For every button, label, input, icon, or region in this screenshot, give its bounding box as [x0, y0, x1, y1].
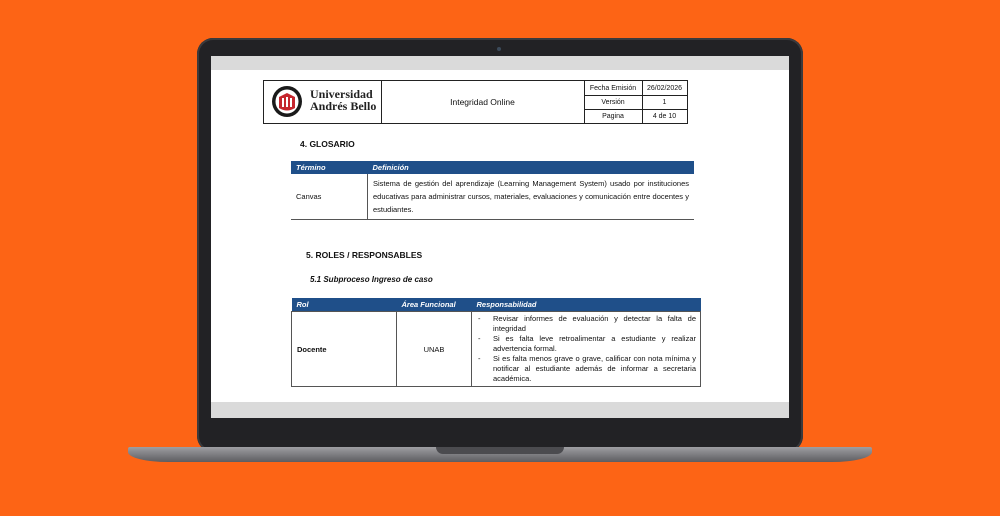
- column-header: Término: [291, 161, 368, 174]
- glossary-definition: Sistema de gestión del aprendizaje (Learning Management System) usado por instituciones educativas para administrar cursos, materiales, evaluaciones y comunicación entre docentes y estudiantes.: [373, 179, 689, 214]
- table-header-row: [292, 298, 701, 312]
- university-logo-text: Universidad Andrés Bello: [310, 87, 377, 113]
- meta-row-page: [584, 109, 687, 123]
- column-header: Responsabilidad: [472, 298, 701, 312]
- logo-cell: [264, 81, 382, 123]
- list-item: - Revisar informes de evaluación y detectar la falta de integridad: [476, 314, 696, 334]
- meta-value: 26/02/2026: [646, 84, 683, 92]
- document-title: Integridad Online: [381, 81, 585, 123]
- subsection-title: 5.1 Subproceso Ingreso de caso: [310, 275, 433, 284]
- meta-label: Versión: [584, 95, 643, 109]
- document-meta: [584, 81, 687, 123]
- roles-table: [291, 298, 701, 387]
- column-header: Área Funcional: [397, 298, 472, 312]
- document-header: [263, 80, 688, 124]
- glossary-table: [291, 161, 694, 220]
- section-title-glosario: 4. GLOSARIO: [300, 139, 355, 149]
- laptop-screen: [211, 56, 789, 418]
- column-header: Rol: [292, 298, 397, 312]
- meta-value: 4 de 10: [652, 112, 677, 120]
- section-title-roles: 5. ROLES / RESPONSABLES: [306, 250, 423, 260]
- responsibility-cell: [472, 312, 701, 387]
- laptop-hinge-notch: [436, 447, 564, 454]
- table-header-row: [291, 161, 694, 174]
- meta-row-date: [584, 81, 687, 96]
- document-page: [211, 56, 789, 418]
- meta-label: Pagina: [584, 109, 643, 123]
- list-item: - Si es falta menos grave o grave, calificar con nota mínima y notificar al estudiante además de informar a secretaria académica.: [476, 354, 696, 384]
- responsibility-list: [476, 314, 696, 384]
- functional-area: UNAB: [397, 312, 472, 387]
- meta-value: 1: [662, 98, 667, 106]
- university-seal-icon: [271, 85, 303, 118]
- glossary-term: Canvas: [291, 174, 368, 220]
- role-name: Docente: [292, 312, 397, 387]
- table-row: [292, 312, 701, 387]
- meta-label: Fecha Emisión: [584, 81, 643, 95]
- table-row: [291, 174, 694, 220]
- webcam-icon: [497, 47, 501, 51]
- column-header: Definición: [368, 161, 695, 174]
- meta-row-version: [584, 95, 687, 110]
- list-item: - Si es falta leve retroalimentar a estudiante y realizar advertencia formal.: [476, 334, 696, 354]
